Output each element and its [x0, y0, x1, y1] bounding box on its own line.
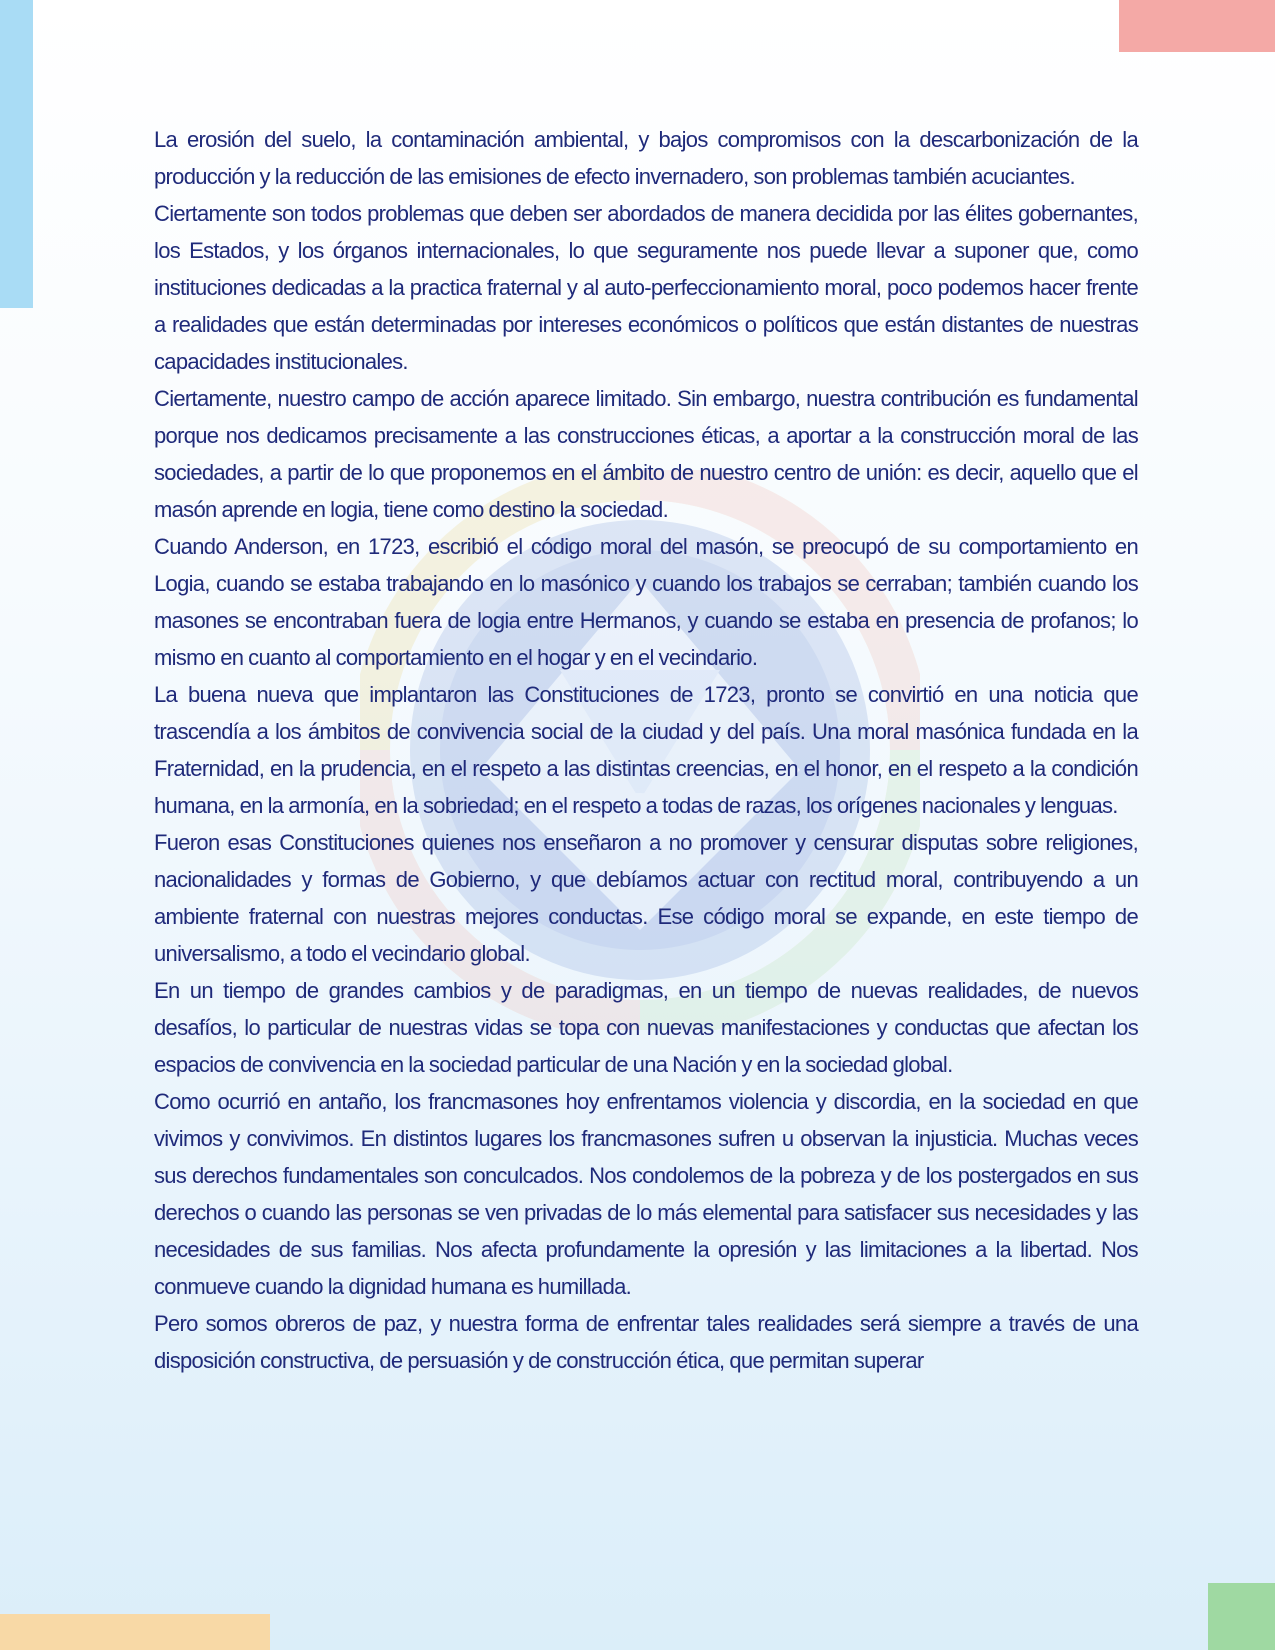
decorative-corner-top-left — [0, 0, 33, 308]
paragraph: Como ocurrió en antaño, los francmasones hoy enfrentamos violencia y discordia, en la sociedad en que vivimos y convivimos. En distintos lugares los francmasones sufren u observan la injusticia. Muchas veces sus derechos fundamentales son conculcados. Nos condolemos de la pobreza y de los postergados en sus derechos o cuando las personas se ven privadas de lo más elemental para satisfacer sus necesidades y las necesidades de sus familias. Nos afecta profundamente la opresión y las limitaciones a la libertad. Nos conmueve cuando la dignidad humana es humillada. — [154, 1089, 1138, 1299]
paragraph: Pero somos obreros de paz, y nuestra forma de enfrentar tales realidades será siempre a través de una disposición constructiva, de persuasión y de construcción ética, que permitan superar — [154, 1311, 1138, 1373]
paragraph: Ciertamente, nuestro campo de acción aparece limitado. Sin embargo, nuestra contribución es fundamental porque nos dedicamos precisamente a las construcciones éticas, a aportar a la construcción moral de las sociedades, a partir de lo que proponemos en el ámbito de nuestro centro de unión: es decir, aquello que el masón aprende en logia, tiene como destino la sociedad. — [154, 386, 1138, 522]
paragraph: La buena nueva que implantaron las Constituciones de 1723, pronto se convirtió en una noticia que trascendía a los ámbitos de convivencia social de la ciudad y del país. Una moral masónica fundada en la Fraternidad, en la prudencia, en el respeto a las distintas creencias, en el honor, en el respeto a la condición humana, en la armonía, en la sobriedad; en el respeto a todas de razas, los orígenes nacionales y lenguas. — [154, 682, 1138, 818]
decorative-corner-bottom-left — [0, 1614, 270, 1650]
paragraph: Ciertamente son todos problemas que deben ser abordados de manera decidida por las élites gobernantes, los Estados, y los órganos internacionales, lo que seguramente nos puede llevar a suponer que, como instituciones dedicadas a la practica fraternal y al auto-perfeccionamiento moral, poco podemos hacer frente a realidades que están determinadas por intereses económicos o políticos que están distantes de nuestras capacidades institucionales. — [154, 201, 1138, 374]
paragraph: Cuando Anderson, en 1723, escribió el código moral del masón, se preocupó de su comportamiento en Logia, cuando se estaba trabajando en lo masónico y cuando los trabajos se cerraban; también cuando los masones se encontraban fuera de logia entre Hermanos, y cuando se estaba en presencia de profanos; lo mismo en cuanto al comportamiento en el hogar y en el vecindario. — [154, 534, 1138, 670]
decorative-corner-top-right — [1119, 0, 1275, 52]
decorative-corner-bottom-right — [1208, 1583, 1275, 1650]
document-body — [154, 121, 1138, 1379]
paragraph: Fueron esas Constituciones quienes nos enseñaron a no promover y censurar disputas sobre religiones, nacionalidades y formas de Gobierno, y que debíamos actuar con rectitud moral, contribuyendo a un ambiente fraternal con nuestras mejores conductas. Ese código moral se expande, en este tiempo de universalismo, a todo el vecindario global. — [154, 830, 1138, 966]
paragraph: En un tiempo de grandes cambios y de paradigmas, en un tiempo de nuevas realidades, de nuevos desafíos, lo particular de nuestras vidas se topa con nuevas manifestaciones y conductas que afectan los espacios de convivencia en la sociedad particular de una Nación y en la sociedad global. — [154, 978, 1138, 1077]
paragraph: La erosión del suelo, la contaminación ambiental, y bajos compromisos con la descarbonización de la producción y la reducción de las emisiones de efecto invernadero, son problemas también acuciantes. — [154, 127, 1138, 189]
